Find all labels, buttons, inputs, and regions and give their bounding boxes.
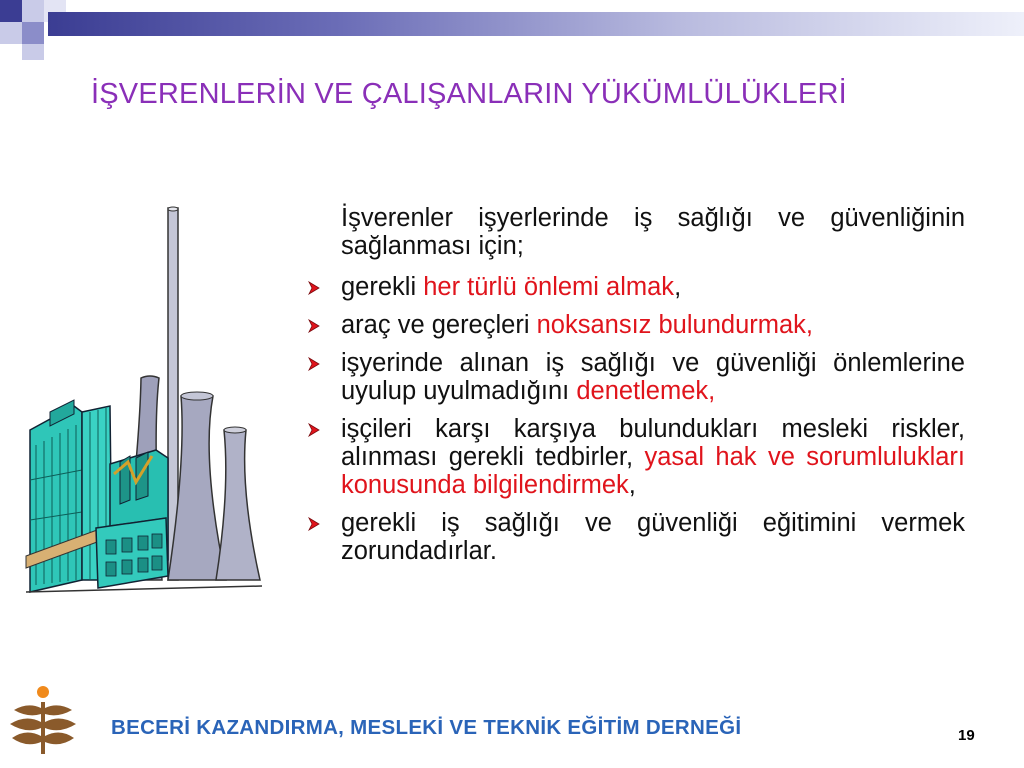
arrow-right-icon [307,281,321,295]
item-text: işçileri karşı karşıya bulundukları mesleki riskler, alınması gerekli tedbirler, [341,415,965,471]
item-text: işyerinde alınan iş sağlığı ve güvenliği önlemlerine uyulup uyulmadığını [341,349,965,405]
organization-name: BECERİ KAZANDIRMA, MESLEKİ VE TEKNİK EĞİTİM DERNEĞİ [111,716,742,739]
item-text: araç ve gereçleri [341,311,537,339]
item-suffix: , [674,273,682,301]
slide-body [303,204,965,575]
wheat-sprout-logo-icon [10,684,84,758]
item-highlight: denetlemek, [576,377,716,405]
item-highlight: yasal hak ve sorumlulukları konusunda bilgilendirmek [341,443,965,499]
page-number: 19 [958,727,975,744]
arrow-right-icon [307,319,321,333]
slide-title: İŞVERENLERİN VE ÇALIŞANLARIN YÜKÜMLÜLÜKLERİ [91,78,847,110]
intro-text: İşverenler işyerlerinde iş sağlığı ve güvenliğinin sağlanması için; [341,204,965,260]
arrow-right-icon [307,357,321,371]
header-bar [48,12,1024,36]
item-highlight: her türlü önlemi almak [423,273,675,301]
item-highlight: noksansız bulundurmak, [536,311,813,339]
list-item [303,349,965,405]
item-text: gerekli iş sağlığı ve güvenliği eğitimini vermek zorundadırlar. [341,509,965,565]
item-suffix: , [628,471,636,499]
item-text: gerekli [341,273,424,301]
list-item [303,311,965,339]
list-item [303,509,965,565]
list-item [303,415,965,499]
factory-illustration [16,200,266,600]
obligations-list [303,273,965,565]
list-item [303,273,965,301]
arrow-right-icon [307,423,321,437]
arrow-right-icon [307,517,321,531]
